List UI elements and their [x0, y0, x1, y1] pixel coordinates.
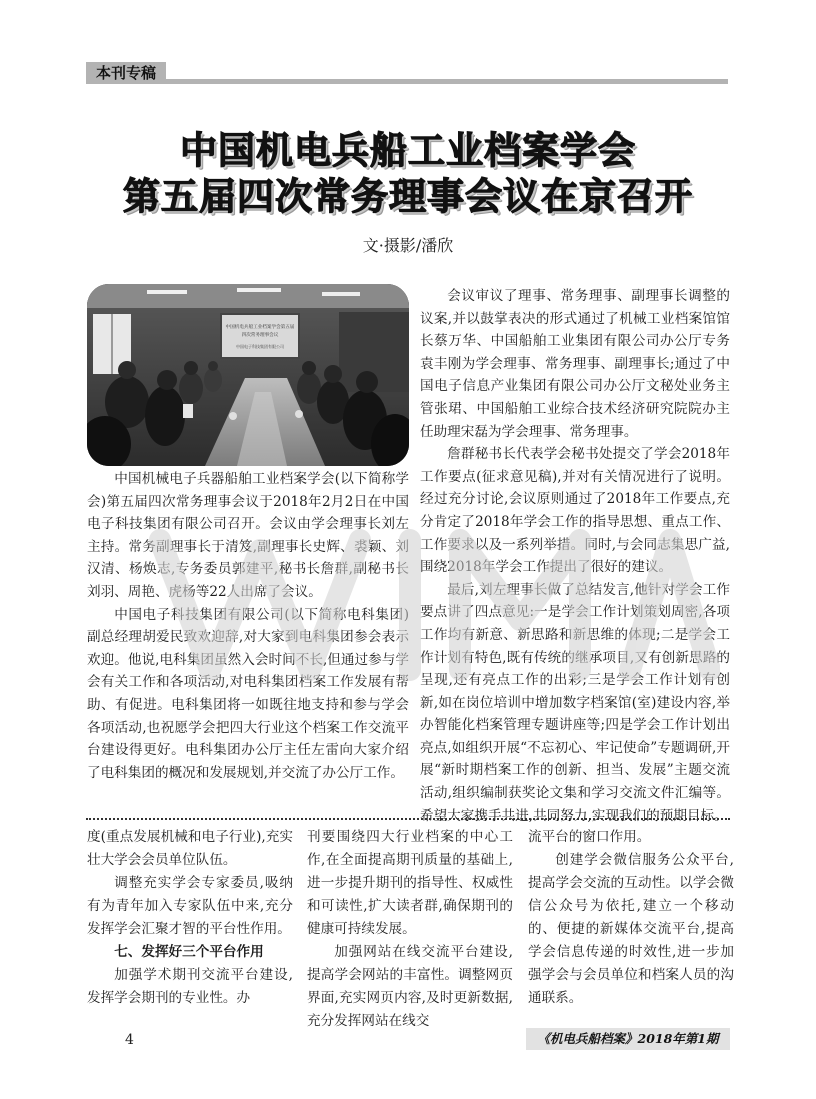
- paragraph: 刊要围绕四大行业档案的中心工作,在全面提高期刊质量的基础上,进一步提升期刊的指导性、权威性和可读性,扩大读者群,确保期刊的健康可持续发展。: [307, 829, 513, 937]
- paragraph: 加强学术期刊交流平台建设,发挥学会期刊的专业性。办: [87, 967, 293, 1006]
- paragraph: 中国机械电子兵器船舶工业档案学会(以下简称学会)第五届四次常务理事会议于2018年2月2日在中国电子科技集团有限公司召开。会议由学会理事长刘左主持。常务副理事长于清笈,副理事长史辉、裘颖、刘汉清、杨焕志,专务委员郭建平,秘书长詹群,副秘书长刘羽、周艳、虎杨等22人出席了会议。: [87, 471, 409, 600]
- screen-text-line3: 中国电子科技集团有限公司: [236, 344, 284, 349]
- meeting-photo: [87, 284, 409, 466]
- section-tag: 本刊专稿: [86, 62, 166, 84]
- paragraph: 创建学会微信服务公众平台,提高学会交流的互动性。以学会微信公众号为依托,建立一个移动的、便捷的新媒体交流平台,提高学会信息传递的时效性,进一步加强学会与会员单位和档案人员的沟通联系。: [528, 852, 734, 1006]
- page-number: 4: [125, 1032, 134, 1048]
- lower-column-3: [528, 826, 734, 1010]
- section-divider: [86, 818, 730, 820]
- article-title-line2: 第五届四次常务理事会议在京召开: [123, 175, 693, 218]
- paragraph: 加强网站在线交流平台建设,提高学会网站的丰富性。调整网页界面,充实网页内容,及时更新数据,充分发挥网站在线交: [307, 944, 513, 1029]
- paragraph: 调整充实学会专家委员,吸纳有为青年加入专家队伍中来,充分发挥学会汇聚才智的平台性作用。: [87, 875, 293, 937]
- paragraph: 中国电子科技集团有限公司(以下简称电科集团)副总经理胡爱民致欢迎辞,对大家到电科集团参会表示欢迎。他说,电科集团虽然入会时间不长,但通过参与学会有关工作和各项活动,对电科集团档案工作发展有帮助、有促进。电科集团将一如既往地支持和参与学会各项活动,也祝愿学会把四大行业这个档案工作交流平台建设得更好。电科集团办公厅主任左雷向大家介绍了电科集团的概况和发展规划,并交流了办公厅工作。: [87, 606, 409, 781]
- lower-column-1: [87, 826, 293, 1010]
- subheading: 七、发挥好三个平台作用: [114, 944, 264, 960]
- paragraph: 詹群秘书长代表学会秘书处提交了学会2018年工作要点(征求意见稿),并对有关情况进行了说明。经过充分讨论,会议原则通过了2018年工作要点,充分肯定了2018年学会工作的指导思想、重点工作、工作要求以及一系列举措。同时,与会同志集思广益,围绕2018年学会工作提出了很好的建议。: [420, 446, 730, 576]
- paragraph: 流平台的窗口作用。: [528, 829, 651, 845]
- screen-text-line1: 中国机电兵船工业档案学会第五届: [225, 325, 295, 330]
- screen-text-line2: 四次常务理事会议: [241, 333, 279, 338]
- paragraph: 度(重点发展机械和电子行业),充实壮大学会会员单位队伍。: [87, 829, 293, 868]
- journal-issue-tag: 《机电兵船档案》2018年第1期: [526, 1028, 730, 1050]
- paragraph: 最后,刘左理事长做了总结发言,他针对学会工作要点讲了四点意见:一是学会工作计划策划周密,各项工作均有新意、新思路和新思维的体现;二是学会工作计划有特色,既有传统的继承项目,又有创新思路的呈现,还有亮点工作的出彩;三是学会工作计划有创新,如在岗位培训中增加数字档案馆(室)建设内容,举办智能化档案管理专题讲座等;四是学会工作计划出亮点,如组织开展“不忘初心、牢记使命”专题调研,开展“新时期档案工作的创新、担当、发展”主题交流活动,组织编制获奖论文集和学习交流文件汇编等。希望大家携手共进,共同努力,实现我们的预期目标。: [420, 581, 730, 824]
- left-column: [87, 468, 409, 784]
- lower-column-2: [307, 826, 513, 1033]
- section-rule: [166, 79, 728, 84]
- byline: 文·摄影/潘欣: [362, 236, 454, 255]
- paragraph: 会议审议了理事、常务理事、副理事长调整的议案,并以鼓掌表决的形式通过了机械工业档案馆馆长蔡万华、中国船舶工业集团有限公司办公厅专务袁丰刚为学会理事、常务理事、副理事长;通过了中国电子信息产业集团有限公司办公厅文秘处业务主管张珺、中国船舶工业综合技术经济研究院院办主任助理宋磊为学会理事、常务理事。: [420, 288, 730, 440]
- article-title-line1: 中国机电兵船工业档案学会: [180, 129, 636, 172]
- right-column: [420, 285, 730, 827]
